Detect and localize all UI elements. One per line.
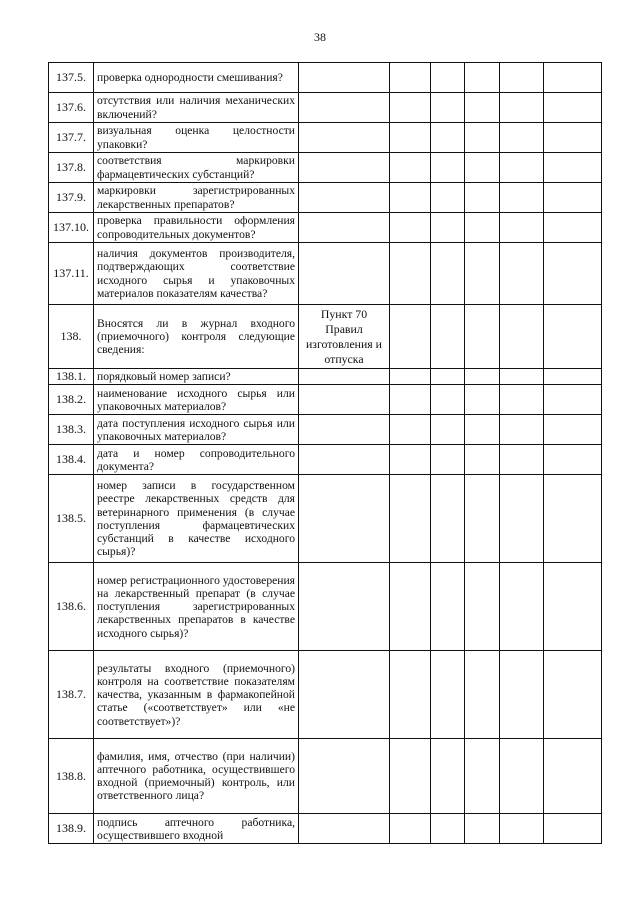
- answer-cell-na: [465, 415, 500, 445]
- answer-cell-no: [431, 369, 465, 385]
- answer-cell-yes: [390, 63, 431, 93]
- answer-cell-note: [544, 153, 602, 183]
- table-row: [49, 213, 602, 243]
- item-number: 138.2.: [49, 385, 94, 415]
- item-number: 138.9.: [49, 814, 94, 844]
- answer-cell-no: [431, 93, 465, 123]
- item-question: наличия документов производителя, подтверждающих соответствие исходного сырья и упаковочных материалов показателям качества?: [94, 243, 299, 305]
- answer-cell-remark: [500, 123, 544, 153]
- item-number: 137.10.: [49, 213, 94, 243]
- answer-cell-remark: [500, 415, 544, 445]
- table-row: [49, 123, 602, 153]
- table-row: [49, 651, 602, 739]
- answer-cell-note: [544, 213, 602, 243]
- answer-cell-note: [544, 563, 602, 651]
- answer-cell-yes: [390, 183, 431, 213]
- item-number: 138.8.: [49, 739, 94, 814]
- answer-cell-na: [465, 385, 500, 415]
- item-number: 137.5.: [49, 63, 94, 93]
- item-reference: [299, 369, 390, 385]
- table-row: [49, 93, 602, 123]
- item-reference: [299, 183, 390, 213]
- answer-cell-yes: [390, 739, 431, 814]
- table-row: [49, 445, 602, 475]
- answer-cell-remark: [500, 651, 544, 739]
- answer-cell-remark: [500, 213, 544, 243]
- answer-cell-remark: [500, 243, 544, 305]
- answer-cell-no: [431, 63, 465, 93]
- answer-cell-yes: [390, 123, 431, 153]
- item-number: 138.7.: [49, 651, 94, 739]
- answer-cell-na: [465, 213, 500, 243]
- answer-cell-remark: [500, 385, 544, 415]
- table-row: [49, 63, 602, 93]
- answer-cell-note: [544, 739, 602, 814]
- answer-cell-no: [431, 814, 465, 844]
- answer-cell-note: [544, 93, 602, 123]
- answer-cell-na: [465, 475, 500, 563]
- item-question: результаты входного (приемочного) контроля на соответствие показателям качества, указанным в фармакопейной статье («соответствует» или «не соответствует»)?: [94, 651, 299, 739]
- answer-cell-note: [544, 814, 602, 844]
- table-row: [49, 415, 602, 445]
- item-reference: [299, 63, 390, 93]
- answer-cell-na: [465, 651, 500, 739]
- item-question: маркировки зарегистрированных лекарственных препаратов?: [94, 183, 299, 213]
- answer-cell-remark: [500, 814, 544, 844]
- table-row: [49, 153, 602, 183]
- answer-cell-note: [544, 123, 602, 153]
- item-question: подпись аптечного работника, осуществившего входной: [94, 814, 299, 844]
- item-reference: [299, 563, 390, 651]
- item-question: наименование исходного сырья или упаковочных материалов?: [94, 385, 299, 415]
- item-question: проверка правильности оформления сопроводительных документов?: [94, 213, 299, 243]
- answer-cell-yes: [390, 153, 431, 183]
- table-row: [49, 243, 602, 305]
- item-reference: [299, 385, 390, 415]
- answer-cell-yes: [390, 213, 431, 243]
- item-reference: [299, 814, 390, 844]
- item-number: 138.4.: [49, 445, 94, 475]
- answer-cell-yes: [390, 814, 431, 844]
- item-question: фамилия, имя, отчество (при наличии) аптечного работника, осуществившего входной (приемочный) контроль, или ответственного лица?: [94, 739, 299, 814]
- answer-cell-note: [544, 183, 602, 213]
- table-row: [49, 183, 602, 213]
- answer-cell-note: [544, 385, 602, 415]
- answer-cell-no: [431, 415, 465, 445]
- answer-cell-remark: [500, 739, 544, 814]
- answer-cell-na: [465, 243, 500, 305]
- answer-cell-no: [431, 183, 465, 213]
- item-number: 137.6.: [49, 93, 94, 123]
- item-question: соответствия маркировки фармацевтических субстанций?: [94, 153, 299, 183]
- item-question: номер записи в государственном реестре лекарственных средств для ветеринарного применения (в случае поступления фармацевтических субстанций в качестве исходного сырья)?: [94, 475, 299, 563]
- answer-cell-no: [431, 305, 465, 369]
- answer-cell-note: [544, 445, 602, 475]
- answer-cell-note: [544, 415, 602, 445]
- answer-cell-no: [431, 153, 465, 183]
- answer-cell-yes: [390, 93, 431, 123]
- item-number: 137.11.: [49, 243, 94, 305]
- answer-cell-no: [431, 213, 465, 243]
- answer-cell-na: [465, 63, 500, 93]
- item-reference: [299, 651, 390, 739]
- answer-cell-no: [431, 243, 465, 305]
- answer-cell-remark: [500, 369, 544, 385]
- answer-cell-no: [431, 739, 465, 814]
- answer-cell-no: [431, 385, 465, 415]
- page-number: 38: [314, 30, 326, 44]
- answer-cell-remark: [500, 563, 544, 651]
- answer-cell-na: [465, 814, 500, 844]
- answer-cell-yes: [390, 415, 431, 445]
- answer-cell-yes: [390, 243, 431, 305]
- table-row: [49, 814, 602, 844]
- answer-cell-remark: [500, 63, 544, 93]
- item-number: 138.1.: [49, 369, 94, 385]
- item-question: дата поступления исходного сырья или упаковочных материалов?: [94, 415, 299, 445]
- item-question: отсутствия или наличия механических включений?: [94, 93, 299, 123]
- answer-cell-remark: [500, 183, 544, 213]
- item-question: номер регистрационного удостоверения на лекарственный препарат (в случае поступления зарегистрированных лекарственных препаратов в качестве исходного сырья)?: [94, 563, 299, 651]
- answer-cell-na: [465, 305, 500, 369]
- item-number: 138.6.: [49, 563, 94, 651]
- answer-cell-no: [431, 475, 465, 563]
- answer-cell-no: [431, 563, 465, 651]
- item-reference: Пункт 70 Правил изготовления и отпуска: [299, 305, 390, 369]
- answer-cell-na: [465, 183, 500, 213]
- answer-cell-no: [431, 123, 465, 153]
- answer-cell-yes: [390, 385, 431, 415]
- answer-cell-note: [544, 243, 602, 305]
- answer-cell-remark: [500, 93, 544, 123]
- item-reference: [299, 445, 390, 475]
- item-number: 138.5.: [49, 475, 94, 563]
- item-number: 138.3.: [49, 415, 94, 445]
- answer-cell-no: [431, 445, 465, 475]
- answer-cell-na: [465, 123, 500, 153]
- item-reference: [299, 475, 390, 563]
- answer-cell-note: [544, 305, 602, 369]
- item-question: Вносятся ли в журнал входного (приемочного) контроля следующие сведения:: [94, 305, 299, 369]
- answer-cell-na: [465, 739, 500, 814]
- answer-cell-remark: [500, 153, 544, 183]
- table-row: [49, 475, 602, 563]
- item-question: проверка однородности смешивания?: [94, 63, 299, 93]
- answer-cell-na: [465, 153, 500, 183]
- item-number: 138.: [49, 305, 94, 369]
- answer-cell-yes: [390, 475, 431, 563]
- answer-cell-na: [465, 93, 500, 123]
- item-reference: [299, 153, 390, 183]
- item-reference: [299, 739, 390, 814]
- answer-cell-note: [544, 475, 602, 563]
- answer-cell-remark: [500, 475, 544, 563]
- answer-cell-note: [544, 369, 602, 385]
- answer-cell-note: [544, 651, 602, 739]
- table-row: [49, 385, 602, 415]
- answer-cell-yes: [390, 369, 431, 385]
- item-reference: [299, 93, 390, 123]
- answer-cell-na: [465, 563, 500, 651]
- table-row: [49, 305, 602, 369]
- answer-cell-na: [465, 445, 500, 475]
- item-question: порядковый номер записи?: [94, 369, 299, 385]
- item-number: 137.8.: [49, 153, 94, 183]
- answer-cell-na: [465, 369, 500, 385]
- checklist-table: [48, 62, 602, 844]
- table-row: [49, 563, 602, 651]
- answer-cell-remark: [500, 445, 544, 475]
- answer-cell-yes: [390, 651, 431, 739]
- answer-cell-yes: [390, 445, 431, 475]
- item-reference: [299, 123, 390, 153]
- table-row: [49, 739, 602, 814]
- answer-cell-yes: [390, 563, 431, 651]
- item-reference: [299, 213, 390, 243]
- item-reference: [299, 243, 390, 305]
- item-reference: [299, 415, 390, 445]
- table-row: [49, 369, 602, 385]
- answer-cell-remark: [500, 305, 544, 369]
- item-number: 137.9.: [49, 183, 94, 213]
- item-question: визуальная оценка целостности упаковки?: [94, 123, 299, 153]
- answer-cell-yes: [390, 305, 431, 369]
- item-number: 137.7.: [49, 123, 94, 153]
- answer-cell-note: [544, 63, 602, 93]
- item-question: дата и номер сопроводительного документа?: [94, 445, 299, 475]
- answer-cell-no: [431, 651, 465, 739]
